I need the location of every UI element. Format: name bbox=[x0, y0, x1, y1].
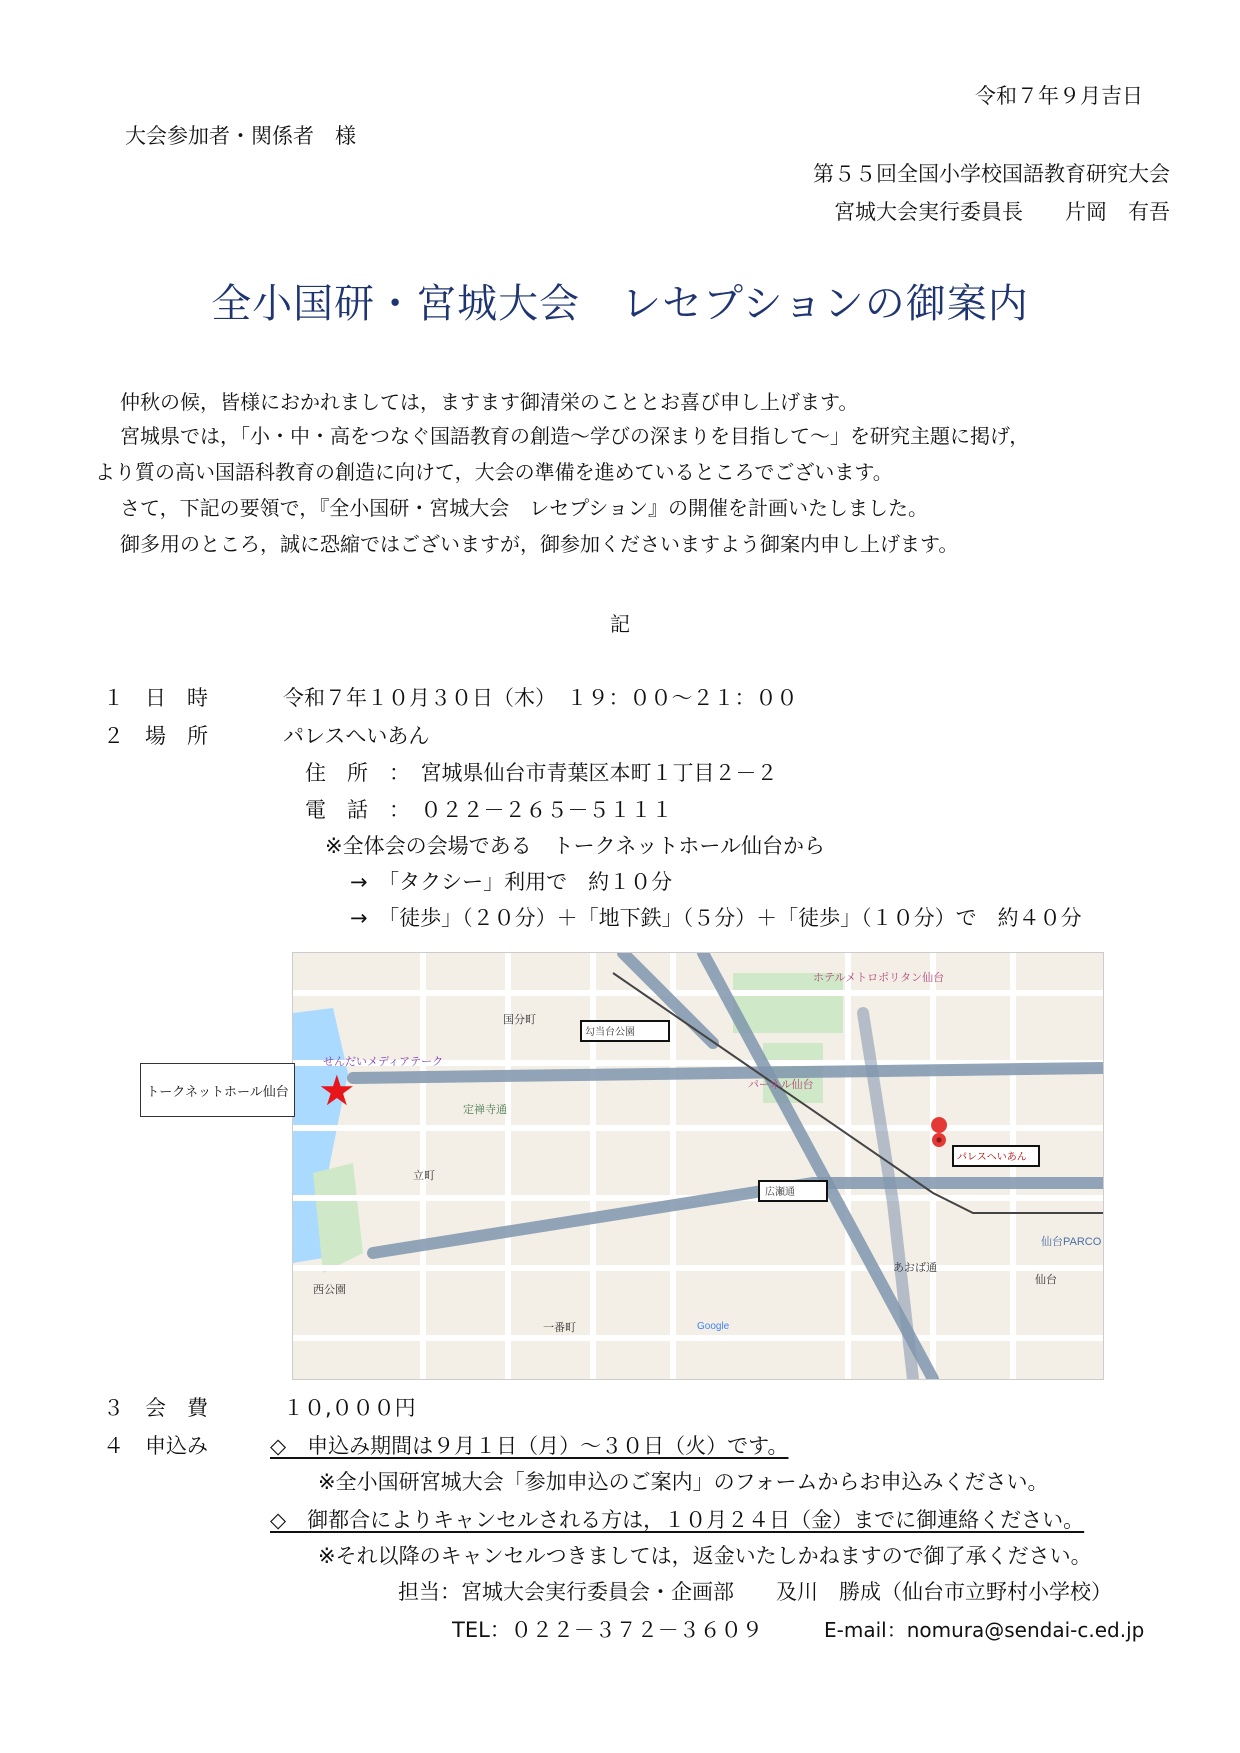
map-label-tachimachi: 立町 bbox=[413, 1170, 435, 1182]
access-walk: → 「徒歩」（２０分）＋「地下鉄」（５分）＋「徒歩」（１０分）で 約４０分 bbox=[350, 906, 1082, 930]
map-label-aoba: あおば通 bbox=[893, 1262, 937, 1274]
access-taxi: → 「タクシー」利用で 約１０分 bbox=[350, 870, 673, 894]
map-label-parco: 仙台PARCO bbox=[1041, 1236, 1102, 1248]
contact-email[interactable]: E-mail：nomura@sendai-c.ed.jp bbox=[824, 1618, 1145, 1642]
fee-value: １０,０００円 bbox=[283, 1396, 416, 1420]
map-label-kokubun: 国分町 bbox=[503, 1014, 536, 1026]
ki-heading: 記 bbox=[610, 612, 630, 636]
map-label-hotel: ホテルメトロポリタン仙台 bbox=[813, 972, 945, 984]
document-title: 全小国研・宮城大会 レセプションの御案内 bbox=[211, 281, 1029, 327]
theme-paragraph-2: より質の高い国語科教育の創造に向けて，大会の準備を進めているところでございます。 bbox=[95, 460, 893, 484]
venue-address: 住 所 ： 宮城県仙台市青葉区本町１丁目２－２ bbox=[305, 761, 778, 785]
apply-form-note: ※全小国研宮城大会「参加申込のご案内」のフォームからお申込みください。 bbox=[318, 1470, 1049, 1494]
date-value: 令和７年１０月３０日（木） １９：００～２１：００ bbox=[283, 686, 798, 710]
fee-label: ３ 会 費 bbox=[103, 1396, 208, 1420]
addressee: 大会参加者・関係者 様 bbox=[125, 124, 356, 148]
hirose-dori bbox=[373, 1183, 1103, 1253]
venue-map[interactable] bbox=[292, 952, 1104, 1380]
plan-paragraph: さて，下記の要領で，『全小国研・宮城大会 レセプション』の開催を計画いたしました。 bbox=[120, 496, 928, 520]
issue-date: 令和７年９月吉日 bbox=[975, 84, 1143, 108]
venue-pin-dot bbox=[936, 1137, 941, 1142]
map-label-sendai: 仙台 bbox=[1035, 1274, 1057, 1286]
map-label-nishikoen: 西公園 bbox=[313, 1284, 346, 1296]
cancel-note: ◇ 御都合によりキャンセルされる方は，１０月２４日（金）までに御連絡ください。 bbox=[270, 1508, 1085, 1532]
contact-person: 担当：宮城大会実行委員会・企画部 及川 勝成（仙台市立野村小学校） bbox=[398, 1580, 1112, 1604]
committee-chair: 宮城大会実行委員長 片岡 有吾 bbox=[834, 200, 1170, 224]
map-label-hirose: 広瀬通 bbox=[765, 1187, 795, 1198]
greeting-paragraph: 仲秋の候，皆様におかれましては，ますます御清栄のこととお喜び申し上げます。 bbox=[120, 390, 859, 414]
contact-tel: TEL：０２２－３７２－３６０９ bbox=[452, 1618, 763, 1642]
apply-period: ◇ 申込み期間は９月１日（月）～３０日（火）です。 bbox=[270, 1434, 789, 1458]
map-label-palace: パレスへいあん bbox=[957, 1152, 1027, 1163]
invitation-paragraph: 御多用のところ，誠に恐縮ではございますが，御参加くださいますよう御案内申し上げます。 bbox=[120, 532, 959, 556]
map-graphic bbox=[293, 953, 1103, 1379]
hall-star-icon: ★ bbox=[318, 1066, 356, 1115]
venue-phone: 電 話 ： ０２２－２６５－５１１１ bbox=[305, 798, 673, 822]
map-label-jozenji: 定禅寺通 bbox=[463, 1104, 507, 1116]
map-label-ichibancho: 一番町 bbox=[543, 1322, 576, 1334]
theme-paragraph-1: 宮城県では，「小・中・高をつなぐ国語教育の創造～学びの深まりを目指して～」を研究主題に掲げ， bbox=[120, 424, 1030, 448]
map-label-parnel: パーネル仙台 bbox=[748, 1079, 814, 1091]
apply-label: ４ 申込み bbox=[103, 1434, 208, 1458]
map-label-mediatheque: せんだいメディアテーク bbox=[323, 1056, 444, 1068]
cancel-refund-note: ※それ以降のキャンセルつきましては，返金いたしかねますので御了承ください。 bbox=[318, 1544, 1092, 1568]
map-label-google: Google bbox=[697, 1321, 730, 1332]
organizer-name: 第５５回全国小学校国語教育研究大会 bbox=[813, 162, 1170, 186]
place-label: ２ 場 所 bbox=[103, 724, 208, 748]
jozenji-dori bbox=[353, 1068, 1103, 1078]
map-label-koutoudai: 勾当台公園 bbox=[585, 1027, 635, 1038]
date-label: １ 日 時 bbox=[103, 686, 208, 710]
access-note: ※全体会の会場である トークネットホール仙台から bbox=[325, 834, 825, 858]
talknet-hall-callout: トークネットホール仙台 bbox=[140, 1063, 295, 1117]
place-value: パレスへいあん bbox=[283, 724, 430, 748]
